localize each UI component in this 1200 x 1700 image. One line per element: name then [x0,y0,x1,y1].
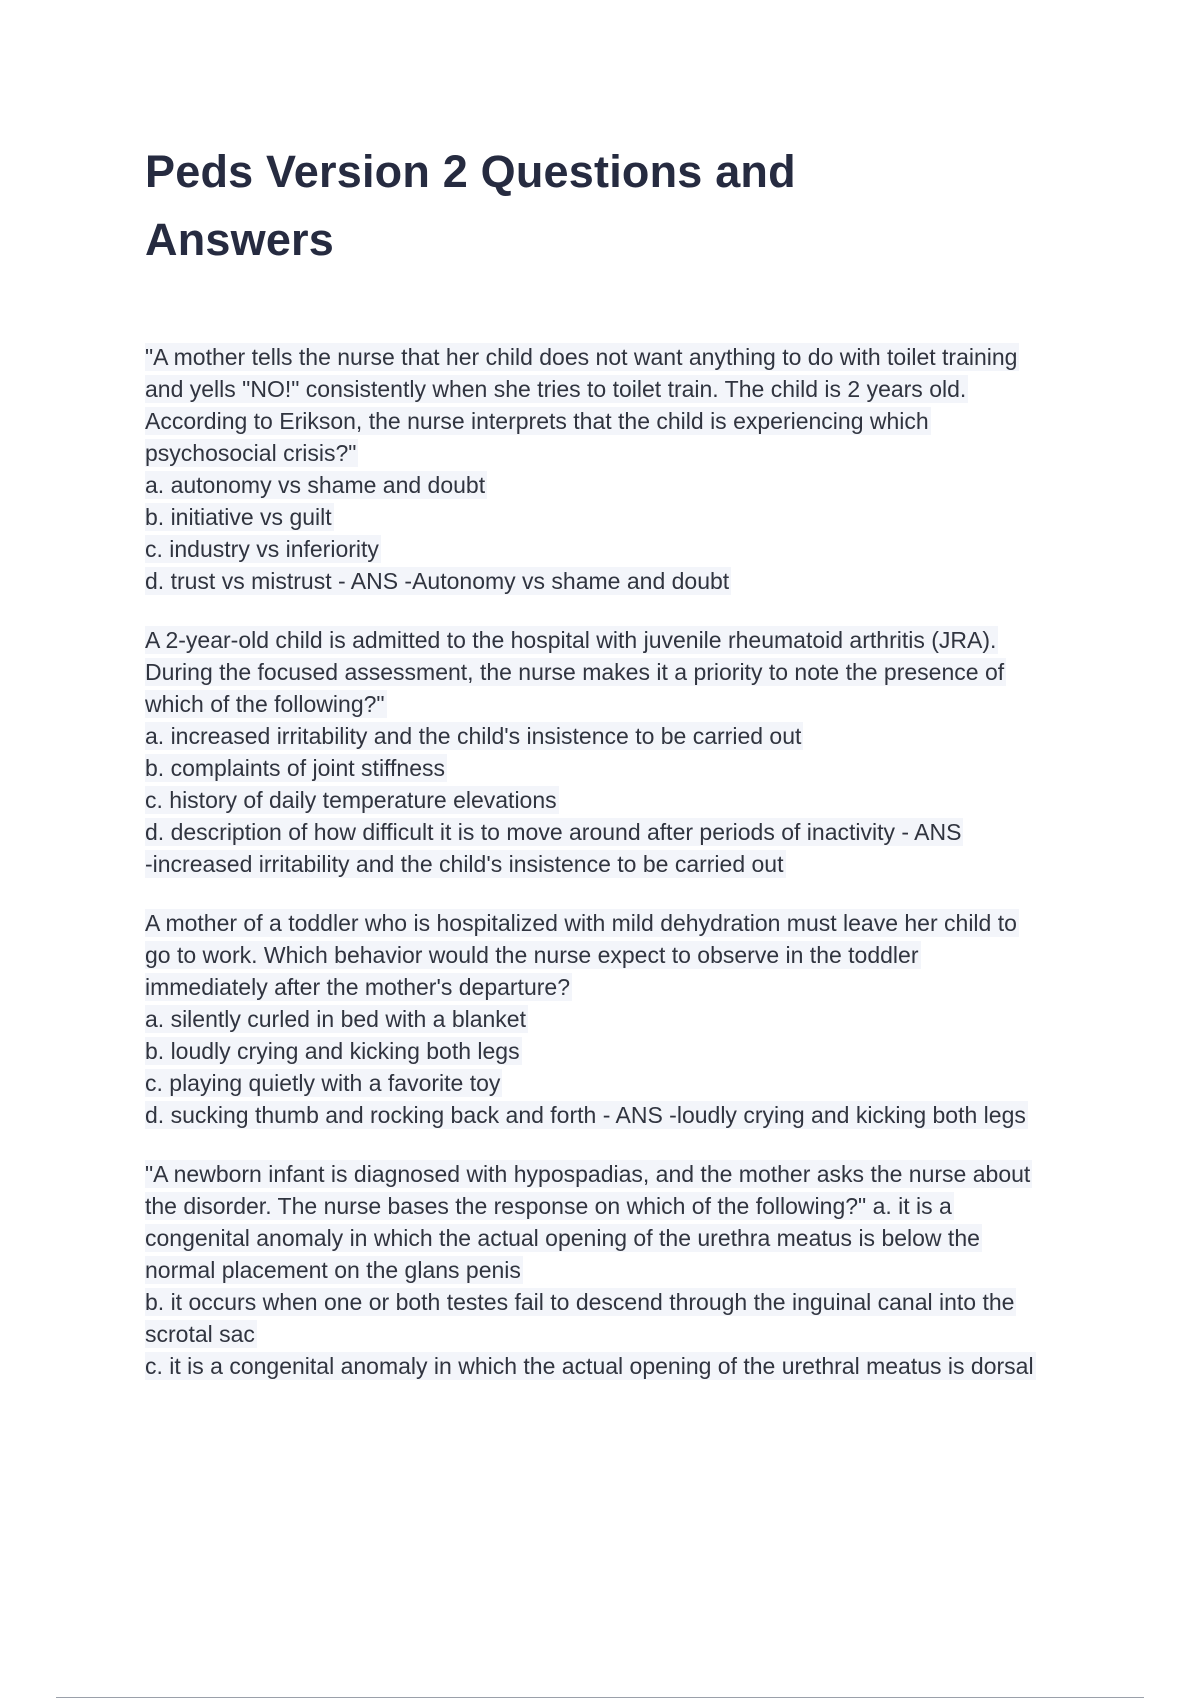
question-line: congenital anomaly in which the actual opening of the urethra meatus is below the [145,1225,980,1251]
answer-option: c. playing quietly with a favorite toy [145,1070,501,1096]
answer-option: b. initiative vs guilt [145,504,332,530]
question-line: A 2-year-old child is admitted to the hospital with juvenile rheumatoid arthritis (JRA). [145,627,997,653]
document-title-line-2: Answers [145,214,334,265]
question-line: which of the following?" [145,691,385,717]
question-block-2 [145,626,1090,878]
question-block-3 [145,909,1090,1129]
answer-option: a. autonomy vs shame and doubt [145,472,486,498]
question-line: normal placement on the glans penis [145,1257,521,1283]
question-line: psychosocial crisis?" [145,440,357,466]
question-line: According to Erikson, the nurse interprets that the child is experiencing which [145,408,929,434]
answer-option: d. sucking thumb and rocking back and forth - ANS -loudly crying and kicking both legs [145,1102,1026,1128]
question-line: During the focused assessment, the nurse makes it a priority to note the presence of [145,659,1005,685]
answer-option: d. description of how difficult it is to move around after periods of inactivity - ANS [145,819,962,845]
document-title [145,138,905,274]
footer-divider [56,1697,1144,1698]
answer-option: b. it occurs when one or both testes fail to descend through the inguinal canal into the [145,1289,1015,1315]
answer-option: b. complaints of joint stiffness [145,755,445,781]
answer-option: d. trust vs mistrust - ANS -Autonomy vs shame and doubt [145,568,730,594]
questions-list [145,343,1090,1411]
answer-option: a. increased irritability and the child's insistence to be carried out [145,723,802,749]
answer-text: -increased irritability and the child's insistence to be carried out [145,851,784,877]
question-line: immediately after the mother's departure? [145,974,570,1000]
question-line: and yells "NO!" consistently when she tries to toilet train. The child is 2 years old. [145,376,967,402]
question-line: go to work. Which behavior would the nurse expect to observe in the toddler [145,942,919,968]
document-title-line-1: Peds Version 2 Questions and [145,146,796,197]
question-line: "A mother tells the nurse that her child does not want anything to do with toilet training [145,344,1018,370]
answer-option: a. silently curled in bed with a blanket [145,1006,526,1032]
answer-option: scrotal sac [145,1321,255,1347]
answer-option: c. history of daily temperature elevations [145,787,557,813]
question-line: the disorder. The nurse bases the response on which of the following?" a. it is a [145,1193,952,1219]
question-line: A mother of a toddler who is hospitalized with mild dehydration must leave her child to [145,910,1017,936]
answer-option: c. industry vs inferiority [145,536,379,562]
question-block-1 [145,343,1090,595]
question-line: "A newborn infant is diagnosed with hypospadias, and the mother asks the nurse about [145,1161,1031,1187]
question-block-4 [145,1160,1090,1380]
answer-option: b. loudly crying and kicking both legs [145,1038,520,1064]
answer-option: c. it is a congenital anomaly in which the actual opening of the urethral meatus is dorsal [145,1353,1034,1379]
